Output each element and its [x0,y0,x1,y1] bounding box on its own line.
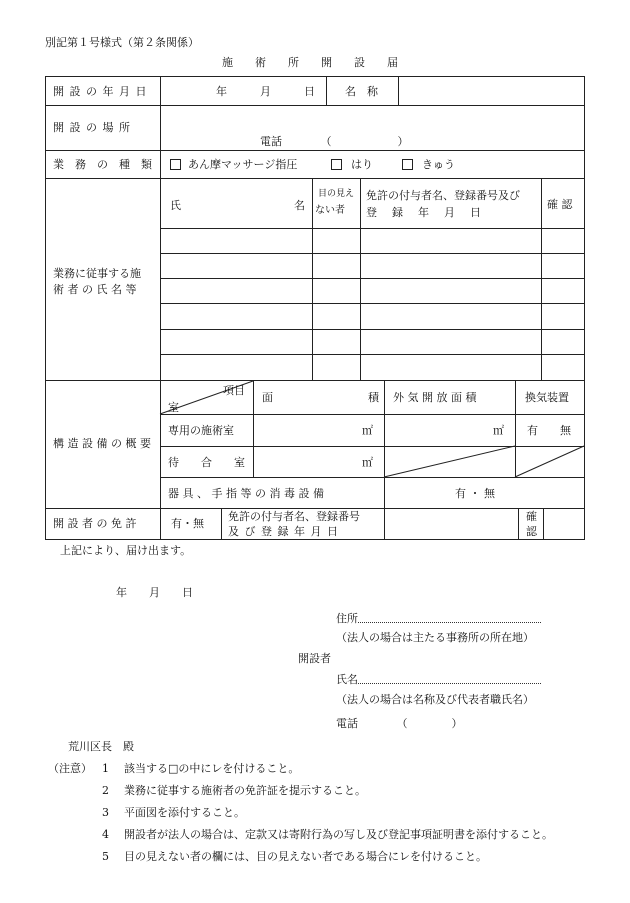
unit-waiting-area: ㎡ [362,456,373,469]
col-area-left: 面 [262,391,273,404]
corner-item: 項目 [223,384,245,397]
ventilation-options[interactable]: 有 無 [527,424,571,437]
facility-name-field[interactable] [399,77,583,105]
location-phone[interactable]: 電話 （ ） [260,135,409,148]
label-staff-line1: 業務に従事する施 [53,267,141,280]
address-field[interactable] [358,622,541,623]
col-confirm: 確 認 [547,198,573,211]
open-date-field[interactable]: 年 月 日 [216,85,315,98]
label-location: 開 設 の 場 所 [53,121,131,134]
label-business-type: 業 務 の 種 類 [53,158,152,171]
address-label: 住所 [336,612,358,625]
col-blind-line2: ない者 [315,205,345,216]
note-num-2: 2 [102,784,109,797]
note-text-2: 業務に従事する施術者の免許証を提示すること。 [124,784,366,797]
col-name-right: 名 [294,199,305,212]
addressee: 荒川区長 殿 [68,740,134,753]
form-title: 施 術 所 開 設 届 [222,56,398,69]
note-num-1: 1 [102,762,109,775]
label-staff-line2: 術 者 の 氏 名 等 [53,283,137,296]
location-field[interactable] [161,106,583,128]
sanitize-options[interactable]: 有 ・ 無 [455,487,495,500]
col-license-line1: 免許の付与者名、登録番号及び [366,189,520,202]
checkbox-hari[interactable] [331,159,342,170]
unit-treatment-window: ㎡ [493,424,504,437]
label-open-date: 開 設 の 年 月 日 [53,85,148,98]
statement: 上記により、届け出ます。 [60,544,192,557]
notes-prefix: （注意） [48,762,92,775]
label-facility-name: 名 称 [345,85,378,98]
form-number: 別記第１号様式（第２条関係） [45,36,199,49]
name-note: （法人の場合は名称及び代表者職氏名） [336,693,534,706]
col-blind-line1: 目の見え [318,189,355,199]
staff-entry-area[interactable] [161,229,541,380]
license-detail-line1: 免許の付与者名、登録番号 [228,510,360,523]
applicant-label: 開設者 [298,652,331,665]
room-treatment: 専用の施術室 [168,424,234,437]
applicant-phone[interactable]: 電話 （ ） [336,717,463,730]
col-window-area: 外 気 開 放 面 積 [393,391,477,404]
checkbox-kyu[interactable] [402,159,413,170]
checkbox-anma[interactable] [170,159,181,170]
corner-room: 室 [168,401,179,414]
license-detail-field[interactable] [385,509,518,539]
license-detail-line2: 及 び 登 録 年 月 日 [228,525,339,538]
sanitize-label: 器 具 、 手 指 等 の 消 毒 設 備 [168,487,324,500]
name-label: 氏名 [336,673,358,686]
license-confirm-line1: 確 [526,510,537,523]
note-num-3: 3 [102,806,109,819]
col-license-line2: 登 録 年 月 日 [366,206,483,219]
option-anma: あん摩マッサージ指圧 [188,158,298,171]
room-waiting: 待 合 室 [168,456,245,469]
note-text-1: 該当する□の中にレを付けること。 [124,762,300,775]
note-text-3: 平面図を添付すること。 [124,806,245,819]
note-text-5: 目の見えない者の欄には、目の見えない者である場合にレを付けること。 [124,850,487,863]
submission-date[interactable]: 年 月 日 [116,586,193,599]
note-num-4: 4 [102,828,109,841]
unit-treatment-area: ㎡ [362,424,373,437]
label-structure: 構 造 設 備 の 概 要 [53,437,151,450]
option-hari: はり [351,158,373,171]
note-text-4: 開設者が法人の場合は、定款又は寄附行為の写し及び登記事項証明書を添付すること。 [124,828,553,841]
name-field[interactable] [358,683,541,684]
address-note: （法人の場合は主たる事務所の所在地） [336,631,534,644]
note-num-5: 5 [102,850,109,863]
license-confirm-line2: 認 [526,525,537,538]
col-name-left: 氏 [170,199,181,212]
option-kyu: きゅう [422,158,455,171]
col-area-right: 積 [368,391,379,404]
col-ventilation: 換気装置 [525,391,569,404]
label-founder-license: 開 設 者 の 免 許 [53,517,137,530]
founder-license-options[interactable]: 有・無 [171,517,204,530]
